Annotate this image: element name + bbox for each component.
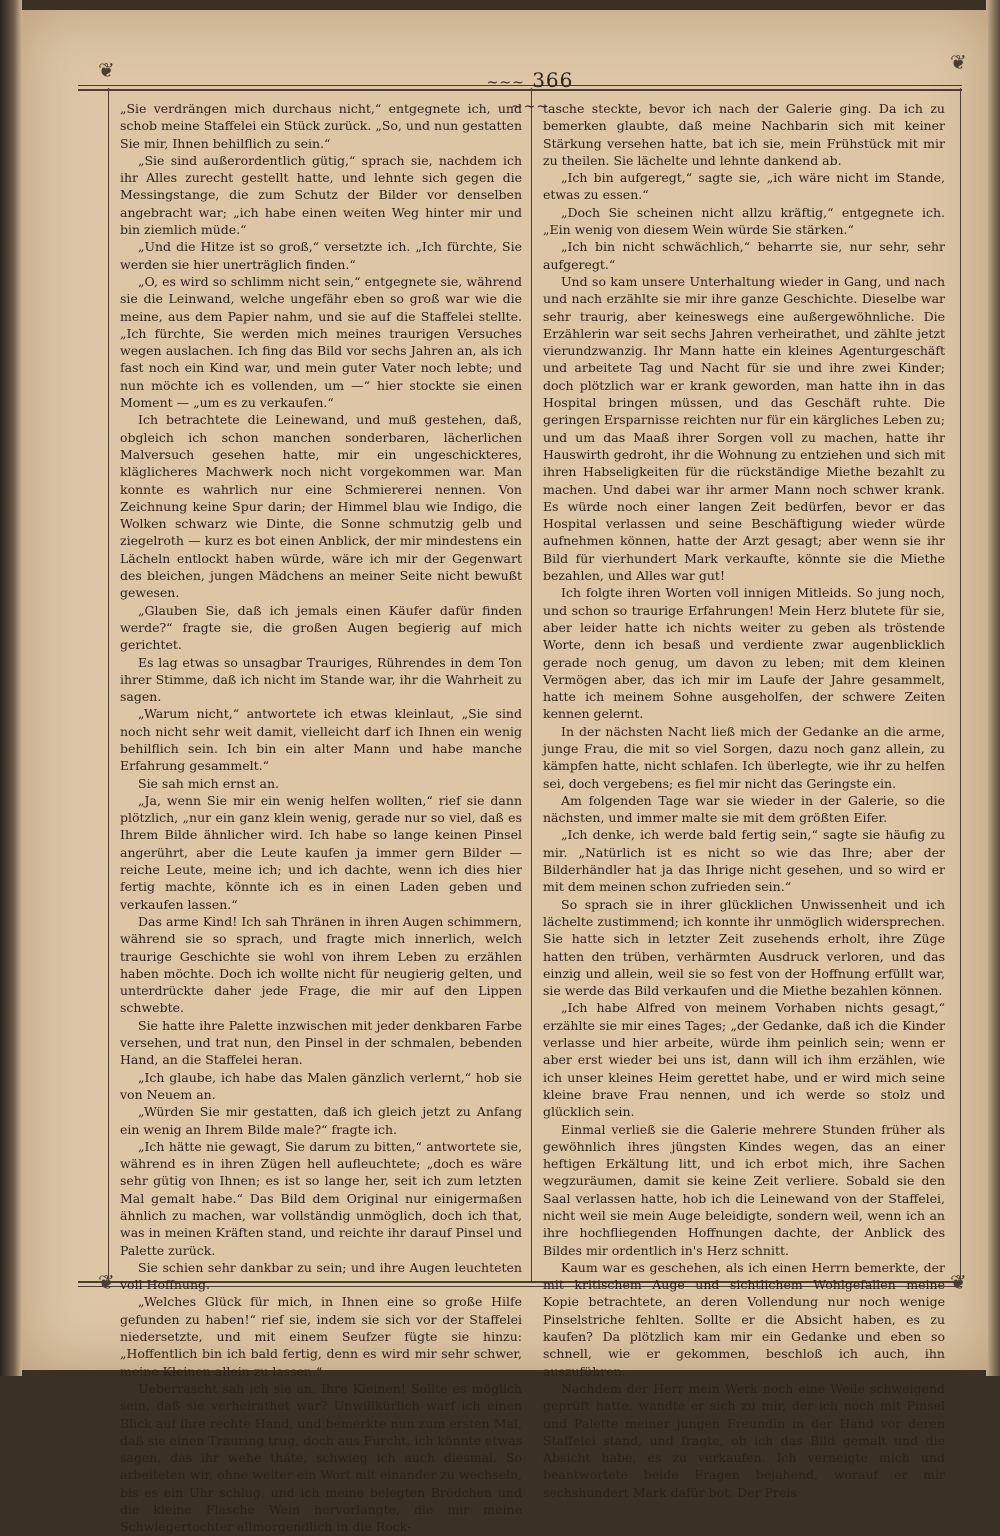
paragraph: „Glauben Sie, daß ich jemals einen Käufer dafür finden werde?“ fragte sie, die großen Augen begierig auf mich gerichtet. [120, 602, 522, 653]
paragraph: „Und die Hitze ist so groß,“ versetzte ich. „Ich fürchte, Sie werden sie hier unerträglich finden.“ [120, 239, 522, 272]
paragraph: Das arme Kind! Ich sah Thränen in ihren Augen schimmern, während sie so sprach, und fragte mich innerlich, welch traurige Geschichte sie wohl von ihrem Leben zu erzählen haben möchte. Doch ich wollte nicht für neugierig gelten, und unterdrückte daher jede Frage, die mir auf den Lippen schwebte. [120, 913, 522, 1016]
corner-ornament-icon: ❦ [98, 58, 115, 82]
paragraph: Ich folgte ihren Worten voll innigen Mitleids. So jung noch, und schon so traurige Erfahrungen! Mein Herz blutete für sie, aber leider hatte ich nichts weiter zu geben als tröstende Worte, denn ich besaß und verdiente zwar augenblicklich gerade noch genug, um davon zu leben; mit dem kleinen Vermögen aber, das ich mir im Laufe der Jahre gesammelt, hatte ich meinem Sohne ausgeholfen, der schwere Zeiten kennen gelernt. [543, 585, 945, 722]
left-flourish: ~~~ [486, 75, 525, 91]
left-column [120, 100, 522, 1536]
paragraph: „Ich denke, ich werde bald fertig sein,“ sagte sie häufig zu mir. „Natürlich ist es nicht so wie das Ihre; aber der Bilderhändler hat ja das Ihrige nicht gesehen, und so wird er mit dem meinen schon zufrieden sein.“ [543, 827, 945, 895]
paragraph: Am folgenden Tage war sie wieder in der Galerie, so die nächsten, und immer malte sie mit dem größten Eifer. [543, 792, 945, 826]
paragraph: „O, es wird so schlimm nicht sein,“ entgegnete sie, während sie die Leinwand, welche ungefähr eben so groß war wie die meine, aus dem Papier nahm, und sie auf die Staffelei stellte. „Ich fürchte, Sie werden mich meines traurigen Versuches wegen auslachen. Ich fing das Bild vor sechs Jahren an, als ich fast noch ein Kind war, und mein guter Vater noch lebte; und nun möchte ich es vollenden, um —“ hier stockte sie einen Moment — „um es zu verkaufen.“ [120, 273, 522, 411]
paragraph: Sie schien sehr dankbar zu sein; und ihre Augen leuchteten voll Hoffnung. [120, 1259, 522, 1293]
corner-ornament-icon: ❦ [950, 50, 967, 74]
book-binding [0, 0, 22, 1376]
paragraph: Einmal verließ sie die Galerie mehrere Stunden früher als gewöhnlich ihres jüngsten Kindes wegen, das an einer heftigen Erkältung litt, und ich erbot mich, ihre Sachen wegzuräumen, damit sie keine Zeit verliere. Sobald sie den Saal verlassen hatte, hob ich die Leinewand von der Staffelei, nicht weil sie mein Auge beleidigte, sondern weil, wenn ich an ihre hochfliegenden Hoffnungen dachte, der Anblick des Bildes mir ordentlich in's Herz schnitt. [543, 1121, 945, 1258]
corner-ornament-icon: ❦ [98, 1270, 115, 1294]
left-border-rule [108, 88, 109, 1283]
paragraph: tasche steckte, bevor ich nach der Galerie ging. Da ich zu bemerken glaubte, daß meine Nachbarin sich mit keiner Stärkung versehen hatte, bat ich sie, mein Frühstück mit mir zu theilen. Sie lächelte und lehnte dankend ab. [543, 101, 945, 168]
paragraph: Sie hatte ihre Palette inzwischen mit jeder denkbaren Farbe versehen, und trat nun, den Pinsel in der schmalen, bebenden Hand, an die Staffelei heran. [120, 1017, 522, 1068]
paragraph: Ich betrachtete die Leinewand, und muß gestehen, daß, obgleich ich schon manchen sonderbaren, lächerlichen Malversuch gesehen hatte, mir ein ungeschickteres, kläglicheres Machwerk noch nicht vorgekommen war. Man konnte es wahrlich nur eine Schmiererei nennen. Von Zeichnung keine Spur darin; der Himmel blau wie Indigo, die Wolken schwarz wie Dinte, die Sonne schmutzig gelb und ziegelroth — kurz es bot einen Anblick, der mir mindestens ein Lächeln entlockt haben würde, wäre ich mir der Gegenwart des bleichen, jungen Mädchens an meiner Seite nicht bewußt gewesen. [120, 412, 522, 601]
paragraph: „Sie verdrängen mich durchaus nicht,“ entgegnete ich, und schob meine Staffelei ein Stück zurück. „So, und nun gestatten Sie mir, Ihnen behilflich zu sein.“ [120, 101, 522, 151]
paragraph: „Ja, wenn Sie mir ein wenig helfen wollten,“ rief sie dann plötzlich, „nur ein ganz klein wenig, gerade nur so viel, daß es Ihrem Bilde ähnlicher wird. Ich habe so lange keinen Pinsel angerührt, aber die Leute kaufen ja immer gern Bilder — reiche Leute, meine ich; und ich dachte, wenn ich dies hier fertig machte, könnte ich es in einen Laden geben und verkaufen lassen.“ [120, 792, 522, 912]
paragraph: Ueberrascht sah ich sie an. Ihre Kleinen! Sollte es möglich sein, daß sie verheirathet war? Unwillkürlich warf ich einen Blick auf ihre rechte Hand, und bemerkte nun zum ersten Mal, daß sie einen Trauring trug, doch aus Furcht, ich könnte etwas sagen, das ihr wehe thäte, schwieg ich auch diesmal. So arbeiteten wir, ohne weiter ein Wort mit einander zu wechseln, bis es ein Uhr schlug, und ich meine belegten Brödchen und die kleine Flasche Wein hervorlangte, die mir meine Schwiegertochter allmorgendlich in die Rock- [120, 1380, 523, 1535]
column-divider [531, 88, 532, 1283]
paragraph: Sie sah mich ernst an. [138, 775, 280, 791]
paragraph: In der nächsten Nacht ließ mich der Gedanke an die arme, junge Frau, die mit so viel Sorgen, dazu noch ganz allein, zu kämpfen hatte, nicht schlafen. Ich überlegte, wie ihr zu helfen sei, doch vergebens; es fiel mir nicht das Geringste ein. [543, 723, 945, 791]
right-flourish: ~~~ [510, 99, 550, 115]
paragraph: „Warum nicht,“ antwortete ich etwas kleinlaut, „Sie sind noch nicht sehr weit damit, vielleicht darf ich Ihnen ein wenig behilflich sein. Ich bin ein alter Mann und habe manche Erfahrung gesammelt.“ [120, 706, 522, 774]
paragraph: Nachdem der Herr mein Werk noch eine Weile schweigend geprüft hatte, wandte er sich zu mir, der ich noch mit Pinsel und Palette meiner jungen Freundin in der Hand vor deren Staffelei stand, und fragte, ob ich das Bild gemalt und die Absicht habe, es zu verkaufen. Ich verneigte mich und beantwortete beide Fragen bejahend, worauf er mir sechshundert Mark dafür bot. Der Preis [543, 1380, 945, 1500]
paragraph: „Ich hätte nie gewagt, Sie darum zu bitten,“ antwortete sie, während es in ihren Zügen hell aufleuchtete; „doch es wäre sehr gütig von Ihnen; es ist so lange her, seit ich zum letzten Mal gemalt habe.“ Das Bild dem Original nur einigermaßen ähnlich zu machen, war vollständig unmöglich, doch ich that, was in meinen Kräften stand, und reichte ihr darauf Pinsel und Palette zurück. [120, 1138, 522, 1258]
paragraph: „Ich bin nicht schwächlich,“ beharrte sie, nur sehr, sehr aufgeregt.“ [543, 239, 945, 272]
paragraph: „Doch Sie scheinen nicht allzu kräftig,“ entgegnete ich. „Ein wenig von diesem Wein würde Sie stärken.“ [543, 204, 945, 238]
paragraph: Und so kam unsere Unterhaltung wieder in Gang, und nach und nach erzählte sie mir ihre ganze Geschichte. Dieselbe war sehr traurig, aber keineswegs eine außergewöhnliche. Die Erzählerin war seit sechs Jahren verheirathet, und zählte jetzt vierundzwanzig. Ihr Mann hatte ein kleines Agenturgeschäft und arbeitete Tag und Nacht für sie und ihre zwei Kinder; doch plötzlich war er krank geworden, man hatte ihn in das Hospital bringen müssen, und das Geschäft ruhte. Die geringen Ersparnisse reichten nur für ein kärgliches Leben zu; und um das Maaß ihrer Sorgen voll zu machen, hatte ihr Hauswirth gedroht, ihr die Wohnung zu entziehen und sich mit ihren Habseligkeiten für die rückständige Miethe bezahlt zu machen. Und dabei war ihr armer Mann noch schwer krank. Es würde noch einer langen Zeit bedürfen, bevor er das Hospital verlassen und seine Beschäftigung wieder würde aufnehmen können, hatte der Arzt gesagt; aber wenn sie ihr Bild für vierhundert Mark verkaufte, könnte sie die Miethe bezahlen, und Alles war gut! [543, 273, 945, 584]
paragraph: Kaum war es geschehen, als ich einen Herrn bemerkte, der mit kritischem Auge und sichtlichem Wohlgefallen meine Kopie betrachtete, an deren Vollendung nur noch wenige Pinselstriche fehlten. Sollte er die Absicht haben, es zu kaufen? Da plötzlich kam mir ein Gedanke und eben so schnell, wie er gekommen, beschloß ich auch, ihn auszuführen. [543, 1259, 945, 1379]
paragraph: Es lag etwas so unsagbar Trauriges, Rührendes in dem Ton ihrer Stimme, daß ich nicht im Stande war, ihr die Wahrheit zu sagen. [120, 654, 522, 705]
corner-ornament-icon: ❦ [950, 1270, 967, 1294]
right-border-rule [960, 88, 961, 1283]
page-edge [986, 0, 1000, 1376]
right-column [543, 100, 945, 1501]
paragraph: „Ich habe Alfred von meinem Vorhaben nichts gesagt,“ erzählte sie mir eines Tages; „der Gedanke, daß ich die Kinder verlasse und hier arbeite, würde ihm peinlich sein; wenn er aber erst wieder bei uns ist, dann will ich ihm erzählen, wie ich unser kleines Heim gerettet habe, und er wird mich seine kleine brave Frau nennen, und ich werde so stolz und glücklich sein. [543, 1000, 945, 1120]
paragraph: So sprach sie in ihrer glücklichen Unwissenheit und ich lächelte zustimmend; ich konnte ihr unmöglich widersprechen. Sie hatte sich in letzter Zeit zusehends erholt, ihre Züge hatten den trüben, verhärmten Ausdruck verloren, und das einzig und allein, weil sie so fest von der Hoffnung erfüllt war, sie werde das Bild verkaufen und die Miethe bezahlen können. [543, 896, 945, 999]
paragraph: „Ich bin aufgeregt,“ sagte sie, „ich wäre nicht im Stande, etwas zu essen.“ [543, 170, 945, 203]
paragraph: „Sie sind außerordentlich gütig,“ sprach sie, nachdem ich ihr Alles zurecht gestellt hatte, und lehnte sich gegen die Messingstange, die zum Schutz der Bilder vor denselben angebracht war; „ich habe einen weiten Weg hinter mir und bin ziemlich müde.“ [120, 152, 522, 238]
paragraph: „Ich glaube, ich habe das Malen gänzlich verlernt,“ hob sie von Neuem an. [120, 1069, 522, 1102]
paragraph: „Würden Sie mir gestatten, daß ich gleich jetzt zu Anfang ein wenig an Ihrem Bilde male?“ fragte ich. [120, 1104, 522, 1137]
page-number-text: 366 [532, 68, 574, 92]
paragraph: „Welches Glück für mich, in Ihnen eine so große Hilfe gefunden zu haben!“ rief sie, indem sie sich vor der Staffelei niedersetzte, und mit einem Seufzer fügte sie hinzu: „Hoffentlich bin ich bald fertig, denn es wird mir sehr schwer, meine Kleinen allein zu lassen.“ [120, 1294, 522, 1379]
